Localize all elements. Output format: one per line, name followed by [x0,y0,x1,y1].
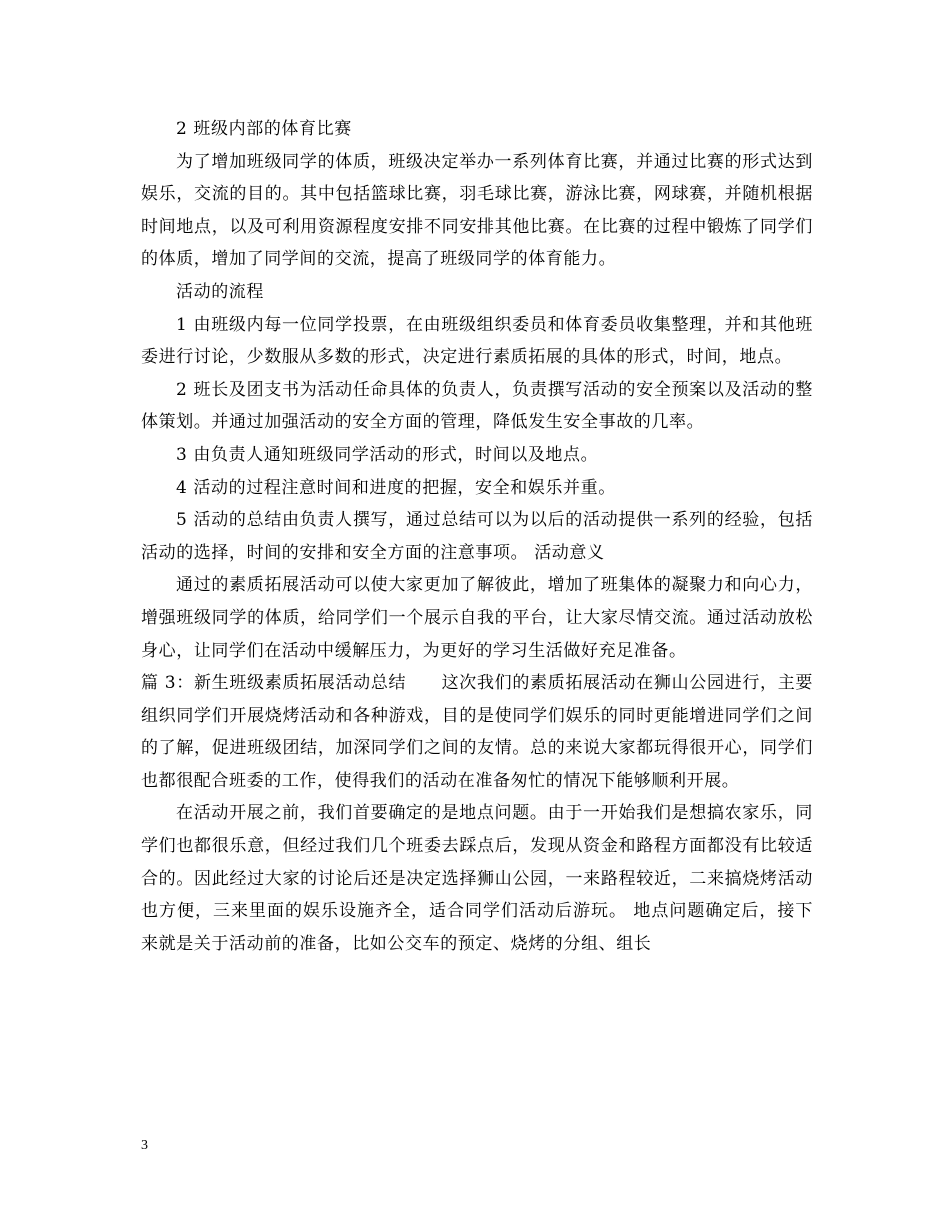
document-body [141,113,813,960]
paragraph-11: 在活动开展之前，我们首要确定的是地点问题。由于一开始我们是想搞农家乐，同学们也都很乐意，但经过我们几个班委去踩点后，发现从资金和路程方面都没有比较适合的。因此经过大家的讨论后还是决定选择狮山公园，一来路程较近，二来搞烧烤活动也方便，三来里面的娱乐设施齐全，适合同学们活动后游玩。 地点问题确定后，接下来就是关于活动前的准备，比如公交车的预定、烧烤的分组、组长 [141,803,813,954]
paragraph-9: 通过的素质拓展活动可以使大家更加了解彼此，增加了班集体的凝聚力和向心力，增强班级同学的体质，给同学们一个展示自我的平台，让大家尽情交流。通过活动放松身心，让同学们在活动中缓解压力，为更好的学习生活做好充足准备。 [141,575,813,661]
paragraph-1: 2 班级内部的体育比赛 [176,119,352,139]
paragraph-3: 活动的流程 [176,281,264,302]
paragraph-5: 2 班长及团支书为活动任命具体的负责人，负责撰写活动的安全预案以及活动的整体策划。并通过加强活动的安全方面的管理，降低发生安全事故的几率。 [141,379,813,433]
paragraph-6: 3 由负责人通知班级同学活动的形式，时间以及地点。 [176,444,599,465]
paragraph-2: 为了增加班级同学的体质，班级决定举办一系列体育比赛，并通过比赛的形式达到娱乐，交流的目的。其中包括篮球比赛，羽毛球比赛，游泳比赛，网球赛，并随机根据时间地点，以及可利用资源程度安排不同安排其他比赛。在比赛的过程中锻炼了同学们的体质，增加了同学间的交流，提高了班级同学的体育能力。 [141,151,813,270]
paragraph-8: 5 活动的总结由负责人撰写，通过总结可以为以后的活动提供一系列的经验，包括活动的选择，时间的安排和安全方面的注意事项。 活动意义 [141,510,813,563]
paragraph-10: 篇 3：新生班级素质拓展活动总结 这次我们的素质拓展活动在狮山公园进行，主要组织同学们开展烧烤活动和各种游戏，目的是使同学们娱乐的同时更能增进同学们之间的了解，促进班级团结，加深同学们之间的友情。总的来说大家都玩得很开心，同学们也都很配合班委的工作，使得我们的活动在准备匆忙的情况下能够顺利开展。 [141,673,813,791]
page-number: 3 [141,1138,148,1153]
paragraph-7: 4 活动的过程注意时间和进度的把握，安全和娱乐并重。 [176,477,616,498]
paragraph-4: 1 由班级内每一位同学投票，在由班级组织委员和体育委员收集整理，并和其他班委进行讨论，少数服从多数的形式，决定进行素质拓展的具体的形式，时间，地点。 [141,314,813,368]
